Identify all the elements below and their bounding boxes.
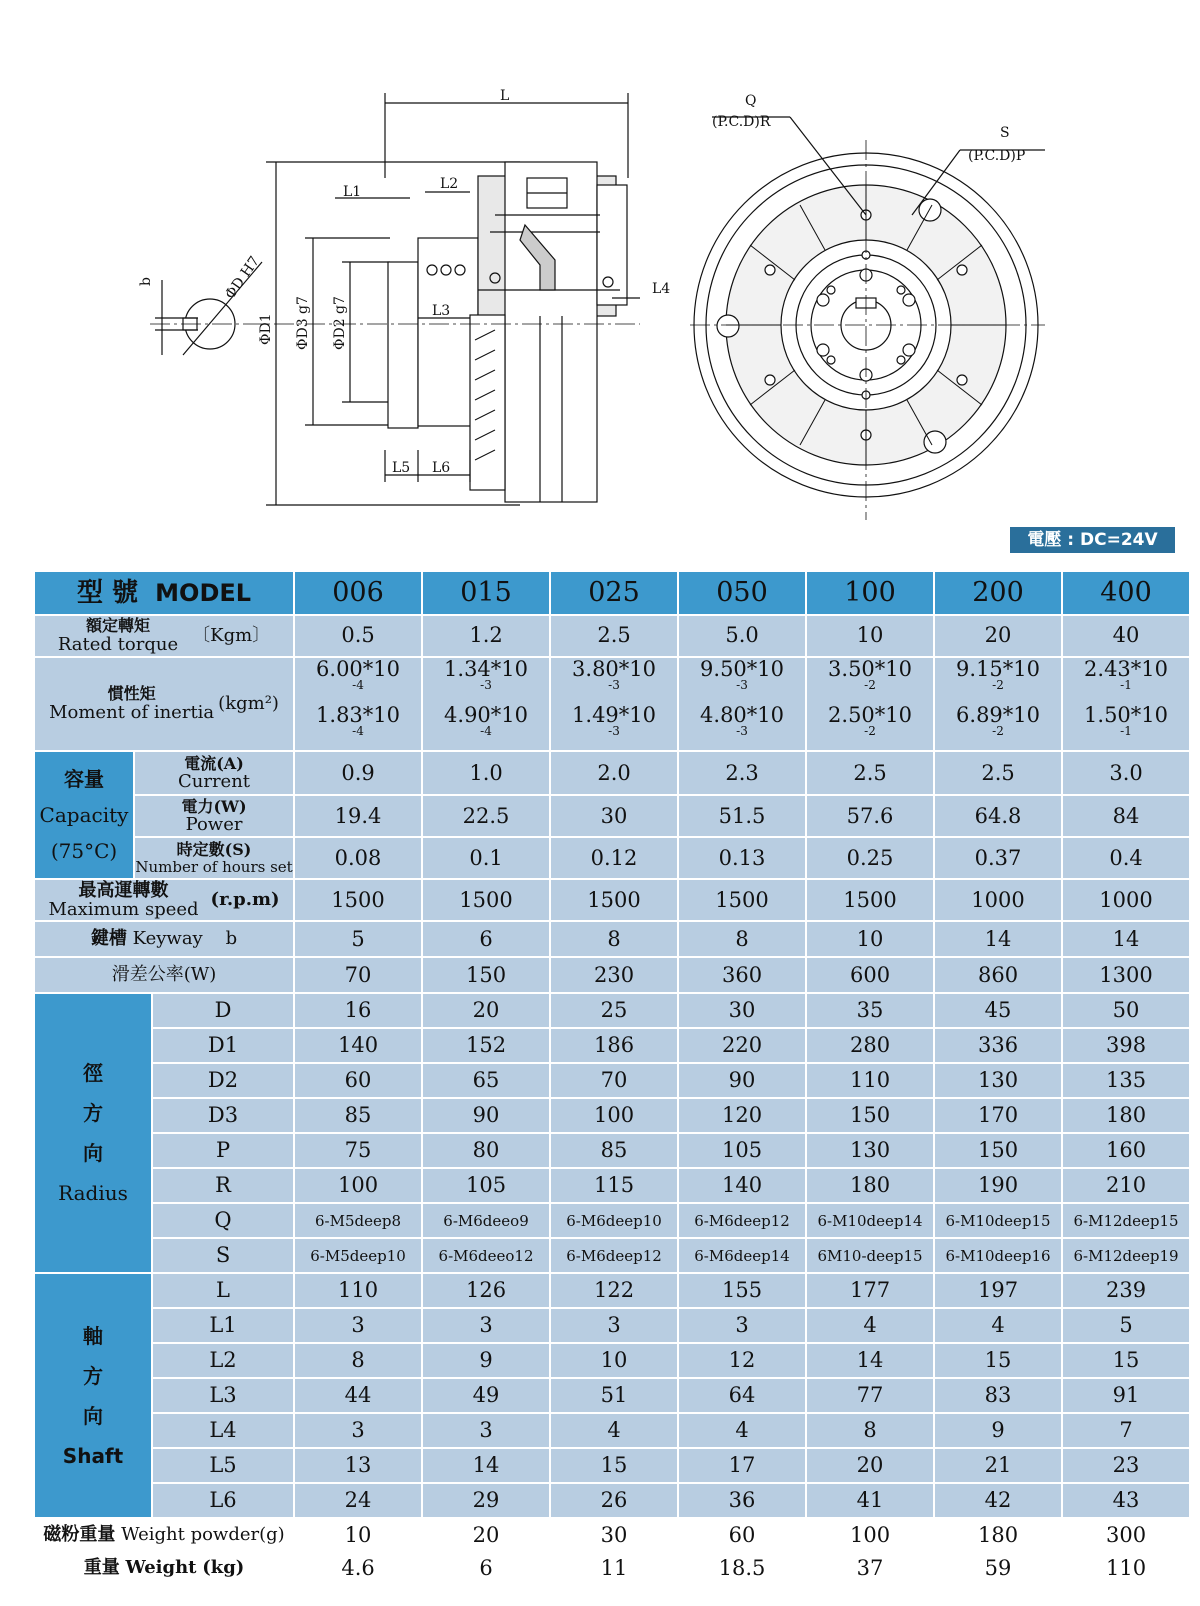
dim-L4: L4 [652,281,671,297]
speed-cell: 1000 [1063,880,1189,920]
current-cell: 2.5 [807,752,933,794]
inertia-cell: 6.00*10 $^{-4}$ 1.83*10 $^{-4}$ [295,658,421,750]
current-cell: 2.5 [935,752,1061,794]
shaft-cell: 239 [1063,1274,1189,1307]
shaft-cell: 91 [1063,1379,1189,1412]
weight-row [35,1553,1189,1583]
current-label: 電流(A) Current [135,752,293,794]
hours-cell: 0.13 [679,838,805,878]
model-header-label: 型 號 MODEL [35,572,293,614]
shaft-cell: 155 [679,1274,805,1307]
radius-cell: 6M10-deep15 [807,1239,933,1272]
dim-D: ΦD H7 [222,253,263,303]
radius-param: Q [153,1204,293,1237]
label-Q: Q [745,93,757,109]
dim-D3: ΦD3 g7 [295,296,311,350]
radius-cell: 85 [551,1134,677,1167]
shaft-cell: 23 [1063,1449,1189,1482]
power-cell: 57.6 [807,796,933,836]
label-S-pcd: (P.C.D)P [968,148,1026,164]
dim-L3: L3 [432,303,451,319]
shaft-cell: 14 [807,1344,933,1377]
radius-cell: 6-M5deep8 [295,1204,421,1237]
torque-cell: 20 [935,616,1061,656]
weight-cell: 6 [423,1553,549,1583]
radius-cell: 16 [295,994,421,1027]
keyway-row [35,922,1189,956]
radius-cell: 6-M10deep16 [935,1239,1061,1272]
radius-row [35,1169,1189,1202]
radius-row [35,1099,1189,1132]
keyway-cell: 14 [935,922,1061,956]
shaft-cell: 29 [423,1484,549,1517]
power-cell: 84 [1063,796,1189,836]
radius-cell: 6-M12deep19 [1063,1239,1189,1272]
dim-L1: L1 [343,184,362,200]
shaft-cell: 42 [935,1484,1061,1517]
slip-cell: 70 [295,958,421,992]
weight-cell: 18.5 [679,1553,805,1583]
shaft-cell: 4 [679,1414,805,1447]
speed-cell: 1000 [935,880,1061,920]
powder-cell: 180 [935,1519,1061,1551]
power-cell: 22.5 [423,796,549,836]
radius-cell: 75 [295,1134,421,1167]
radius-cell: 6-M6deep12 [551,1239,677,1272]
slip-cell: 230 [551,958,677,992]
radius-cell: 135 [1063,1064,1189,1097]
shaft-cell: 110 [295,1274,421,1307]
radius-cell: 20 [423,994,549,1027]
shaft-cell: 4 [551,1414,677,1447]
radius-cell: 170 [935,1099,1061,1132]
shaft-param: L6 [153,1484,293,1517]
radius-cell: 25 [551,994,677,1027]
shaft-cell: 15 [935,1344,1061,1377]
torque-cell: 0.5 [295,616,421,656]
power-cell: 30 [551,796,677,836]
dim-b: b [138,277,154,286]
radius-cell: 180 [1063,1099,1189,1132]
side-section-view [150,93,640,505]
technical-drawing [0,0,1200,555]
shaft-cell: 4 [807,1309,933,1342]
current-cell: 3.0 [1063,752,1189,794]
power-row [35,796,1189,836]
weight-cell: 59 [935,1553,1061,1583]
radius-cell: 6-M5deep10 [295,1239,421,1272]
hours-cell: 0.12 [551,838,677,878]
radius-cell: 220 [679,1029,805,1062]
speed-cell: 1500 [679,880,805,920]
hours-cell: 0.4 [1063,838,1189,878]
shaft-cell: 3 [295,1309,421,1342]
powder-row [35,1519,1189,1551]
shaft-row [35,1309,1189,1342]
shaft-cell: 12 [679,1344,805,1377]
rated-torque-row [35,616,1189,656]
weight-cell: 11 [551,1553,677,1583]
torque-cell: 2.5 [551,616,677,656]
torque-cell: 1.2 [423,616,549,656]
model-cell: 050 [679,572,805,614]
radius-cell: 150 [807,1099,933,1132]
current-cell: 0.9 [295,752,421,794]
hours-cell: 0.08 [295,838,421,878]
radius-param: S [153,1239,293,1272]
radius-cell: 398 [1063,1029,1189,1062]
shaft-param: L3 [153,1379,293,1412]
shaft-cell: 3 [551,1309,677,1342]
radius-param: D1 [153,1029,293,1062]
torque-cell: 10 [807,616,933,656]
speed-cell: 1500 [807,880,933,920]
hours-cell: 0.1 [423,838,549,878]
radius-cell: 120 [679,1099,805,1132]
weight-cell: 37 [807,1553,933,1583]
model-cell: 015 [423,572,549,614]
shaft-row [35,1379,1189,1412]
powder-cell: 20 [423,1519,549,1551]
front-view [690,117,1045,520]
spec-table [33,570,1191,1585]
shaft-param: L [153,1274,293,1307]
slip-row [35,958,1189,992]
radius-cell: 152 [423,1029,549,1062]
shaft-cell: 14 [423,1449,549,1482]
shaft-cell: 15 [551,1449,677,1482]
radius-param: D3 [153,1099,293,1132]
radius-row [35,1029,1189,1062]
radius-cell: 6-M10deep15 [935,1204,1061,1237]
weight-label: 重量 Weight (kg) [35,1553,293,1583]
radius-cell: 45 [935,994,1061,1027]
hours-row [35,838,1189,878]
shaft-row [35,1449,1189,1482]
shaft-cell: 44 [295,1379,421,1412]
inertia-cell: 1.34*10 $^{-3}$ 4.90*10 $^{-4}$ [423,658,549,750]
radius-cell: 30 [679,994,805,1027]
shaft-cell: 36 [679,1484,805,1517]
radius-cell: 130 [935,1064,1061,1097]
model-cell: 025 [551,572,677,614]
shaft-cell: 24 [295,1484,421,1517]
shaft-cell: 20 [807,1449,933,1482]
inertia-label: 慣性矩 Moment of inertia (kgm²) [35,658,293,750]
keyway-cell: 8 [679,922,805,956]
shaft-cell: 9 [935,1414,1061,1447]
radius-cell: 186 [551,1029,677,1062]
shaft-cell: 8 [807,1414,933,1447]
radius-cell: 65 [423,1064,549,1097]
model-header-row [35,572,1189,614]
radius-cell: 105 [423,1169,549,1202]
radius-cell: 6-M6deep10 [551,1204,677,1237]
keyway-cell: 8 [551,922,677,956]
shaft-label: 軸 方 向 Shaft [35,1274,151,1517]
dim-L5: L5 [392,460,411,476]
inertia-cell: 9.15*10 $^{-2}$ 6.89*10 $^{-2}$ [935,658,1061,750]
shaft-row [35,1344,1189,1377]
powder-cell: 30 [551,1519,677,1551]
shaft-cell: 41 [807,1484,933,1517]
radius-cell: 6-M6deeo9 [423,1204,549,1237]
shaft-cell: 3 [295,1414,421,1447]
slip-cell: 150 [423,958,549,992]
radius-cell: 6-M12deep15 [1063,1204,1189,1237]
radius-cell: 180 [807,1169,933,1202]
current-row [35,752,1189,794]
model-cell: 100 [807,572,933,614]
shaft-cell: 43 [1063,1484,1189,1517]
radius-label: 徑 方 向 Radius [35,994,151,1272]
dim-D2: ΦD2 g7 [332,296,348,350]
shaft-cell: 7 [1063,1414,1189,1447]
shaft-cell: 4 [935,1309,1061,1342]
model-cell: 400 [1063,572,1189,614]
shaft-param: L4 [153,1414,293,1447]
power-cell: 64.8 [935,796,1061,836]
inertia-cell: 9.50*10 $^{-3}$ 4.80*10 $^{-3}$ [679,658,805,750]
shaft-cell: 77 [807,1379,933,1412]
inertia-row [35,658,1189,750]
shaft-cell: 26 [551,1484,677,1517]
powder-label: 磁粉重量 Weight powder(g) [35,1519,293,1551]
inertia-cell: 3.80*10 $^{-3}$ 1.49*10 $^{-3}$ [551,658,677,750]
shaft-cell: 3 [423,1309,549,1342]
label-S: S [1000,125,1010,141]
torque-cell: 5.0 [679,616,805,656]
shaft-cell: 10 [551,1344,677,1377]
slip-cell: 860 [935,958,1061,992]
radius-cell: 150 [935,1134,1061,1167]
inertia-cell: 3.50*10 $^{-2}$ 2.50*10 $^{-2}$ [807,658,933,750]
shaft-cell: 3 [679,1309,805,1342]
powder-cell: 10 [295,1519,421,1551]
shaft-row [35,1274,1189,1307]
shaft-cell: 9 [423,1344,549,1377]
radius-cell: 80 [423,1134,549,1167]
shaft-cell: 21 [935,1449,1061,1482]
speed-cell: 1500 [551,880,677,920]
keyway-label: 鍵槽 Keyway b [35,922,293,956]
dim-D1: ΦD1 [258,313,274,345]
shaft-row [35,1484,1189,1517]
power-cell: 19.4 [295,796,421,836]
current-cell: 2.3 [679,752,805,794]
slip-cell: 360 [679,958,805,992]
radius-row [35,1134,1189,1167]
shaft-cell: 122 [551,1274,677,1307]
speed-cell: 1500 [295,880,421,920]
radius-cell: 35 [807,994,933,1027]
shaft-cell: 5 [1063,1309,1189,1342]
shaft-cell: 49 [423,1379,549,1412]
radius-cell: 6-M6deeo12 [423,1239,549,1272]
radius-cell: 115 [551,1169,677,1202]
keyway-cell: 6 [423,922,549,956]
shaft-cell: 126 [423,1274,549,1307]
radius-cell: 190 [935,1169,1061,1202]
power-cell: 51.5 [679,796,805,836]
slip-cell: 600 [807,958,933,992]
hours-label: 時定數(S) Number of hours set [135,838,293,878]
shaft-row [35,1414,1189,1447]
rated-torque-label: 額定轉矩 Rated torque 〔Kgm〕 [35,616,293,656]
hours-cell: 0.37 [935,838,1061,878]
inertia-cell: 2.43*10 $^{-1}$ 1.50*10 $^{-1}$ [1063,658,1189,750]
voltage-badge: 電壓 : DC=24V [1010,527,1175,553]
radius-cell: 90 [679,1064,805,1097]
radius-param: D2 [153,1064,293,1097]
keyway-cell: 10 [807,922,933,956]
power-label: 電力(W) Power [135,796,293,836]
speed-cell: 1500 [423,880,549,920]
shaft-cell: 51 [551,1379,677,1412]
radius-cell: 50 [1063,994,1189,1027]
keyway-cell: 14 [1063,922,1189,956]
shaft-cell: 197 [935,1274,1061,1307]
radius-cell: 85 [295,1099,421,1132]
max-speed-label: 最高運轉數 Maximum speed (r.p.m) [35,880,293,920]
radius-cell: 210 [1063,1169,1189,1202]
shaft-cell: 8 [295,1344,421,1377]
radius-cell: 100 [551,1099,677,1132]
radius-cell: 90 [423,1099,549,1132]
radius-row [35,1204,1189,1237]
dim-L2: L2 [440,176,459,192]
dim-L: L [500,88,510,104]
max-speed-row [35,880,1189,920]
radius-cell: 6-M6deep12 [679,1204,805,1237]
shaft-cell: 177 [807,1274,933,1307]
model-cell: 006 [295,572,421,614]
radius-cell: 140 [295,1029,421,1062]
shaft-param: L1 [153,1309,293,1342]
shaft-cell: 15 [1063,1344,1189,1377]
current-cell: 2.0 [551,752,677,794]
capacity-label: 容量 Capacity (75°C) [35,752,133,878]
slip-label: 滑差公率(W) [35,958,293,992]
radius-param: D [153,994,293,1027]
radius-cell: 140 [679,1169,805,1202]
radius-row [35,1064,1189,1097]
model-cell: 200 [935,572,1061,614]
radius-cell: 160 [1063,1134,1189,1167]
radius-cell: 336 [935,1029,1061,1062]
powder-cell: 300 [1063,1519,1189,1551]
shaft-cell: 17 [679,1449,805,1482]
shaft-param: L5 [153,1449,293,1482]
weight-cell: 4.6 [295,1553,421,1583]
shaft-cell: 64 [679,1379,805,1412]
radius-cell: 130 [807,1134,933,1167]
radius-cell: 105 [679,1134,805,1167]
powder-cell: 100 [807,1519,933,1551]
radius-row [35,1239,1189,1272]
radius-param: P [153,1134,293,1167]
radius-row [35,994,1189,1027]
torque-cell: 40 [1063,616,1189,656]
radius-cell: 60 [295,1064,421,1097]
powder-cell: 60 [679,1519,805,1551]
radius-cell: 110 [807,1064,933,1097]
radius-param: R [153,1169,293,1202]
radius-cell: 100 [295,1169,421,1202]
radius-cell: 70 [551,1064,677,1097]
shaft-cell: 3 [423,1414,549,1447]
label-Q-pcd: (P.C.D)R [712,114,771,130]
radius-cell: 280 [807,1029,933,1062]
shaft-cell: 13 [295,1449,421,1482]
shaft-param: L2 [153,1344,293,1377]
shaft-cell: 83 [935,1379,1061,1412]
radius-cell: 6-M10deep14 [807,1204,933,1237]
current-cell: 1.0 [423,752,549,794]
dim-L6: L6 [432,460,451,476]
hours-cell: 0.25 [807,838,933,878]
radius-cell: 6-M6deep14 [679,1239,805,1272]
weight-cell: 110 [1063,1553,1189,1583]
keyway-cell: 5 [295,922,421,956]
slip-cell: 1300 [1063,958,1189,992]
